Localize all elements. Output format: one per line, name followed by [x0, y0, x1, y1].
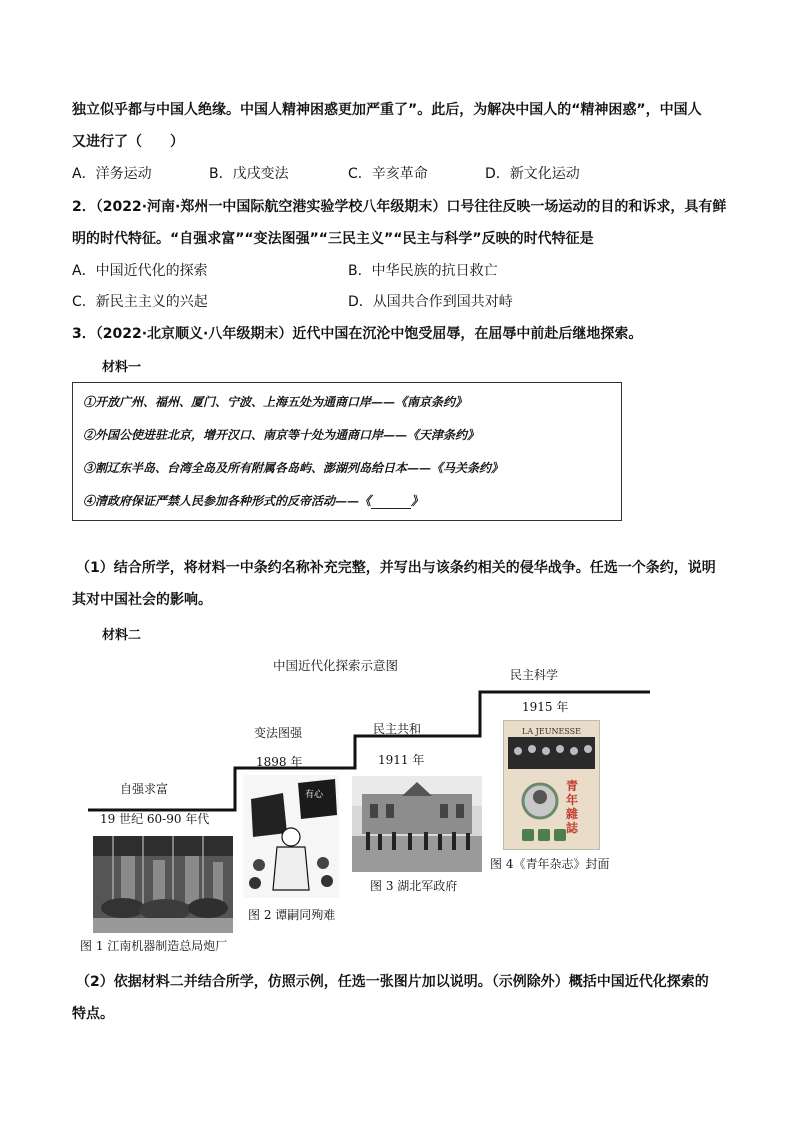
material1-label: 材料一	[102, 360, 142, 375]
stage1-period: 19 世纪 60-90 年代	[100, 812, 210, 826]
fig2-banner-glyphs: 有心	[305, 790, 324, 800]
stage4-period: 1915 年	[522, 700, 569, 714]
q3-sub2-line2: 特点。	[72, 1006, 114, 1022]
stage2-period: 1898 年	[256, 755, 303, 769]
fig4-caption: 图 4《青年杂志》封面	[490, 857, 610, 871]
q2-option-c: C．新民主主义的兴起	[72, 294, 208, 310]
fig1-caption: 图 1 江南机器制造总局炮厂	[80, 939, 228, 953]
fig4-cover-top: LA JEUNESSE	[522, 727, 581, 736]
q1-option-a: A．洋务运动	[72, 166, 152, 182]
q3-stem: 3．（2022·北京顺义·八年级期末）近代中国在沉沦中饱受屈辱，在屈辱中前赴后继地探索。	[72, 326, 643, 342]
material1-item-2: ②外国公使进驻北京，增开汉口、南京等十处为通商口岸——《天津条约》	[83, 428, 480, 442]
material1-item-4	[83, 492, 423, 509]
q2-option-b: B．中华民族的抗日救亡	[348, 263, 498, 279]
q3-sub2-line1: （2）依据材料二并结合所学，仿照示例，任选一张图片加以说明。（示例除外）概括中国近代化探索的	[76, 974, 709, 990]
fig2-tan-sitong-illustration	[243, 775, 339, 898]
q1-option-d: D．新文化运动	[485, 166, 580, 182]
stage1-slogan: 自强求富	[120, 782, 169, 796]
material1-item-1: ①开放广州、福州、厦门、宁波、上海五处为通商口岸——《南京条约》	[83, 395, 468, 409]
stage2-slogan: 变法图强	[254, 726, 303, 740]
q3-sub1-line1: （1）结合所学，将材料一中条约名称补充完整，并写出与该条约相关的侵华战争。任选一个条约，说明	[76, 560, 716, 576]
fig4-magazine-cover	[503, 720, 600, 850]
material1-box	[72, 382, 622, 521]
fig3-caption: 图 3 湖北军政府	[370, 879, 458, 893]
material1-item-4-text: ④清政府保证严禁人民参加各种形式的反帝活动——《	[83, 494, 372, 508]
material1-item-3: ③割辽东半岛、台湾全岛及所有附属各岛屿、澎湖列岛给日本——《马关条约》	[83, 461, 504, 475]
q2-option-a: A．中国近代化的探索	[72, 263, 208, 279]
answer-blank	[371, 495, 411, 509]
fig3-military-government-photo	[352, 776, 482, 872]
material2-label: 材料二	[102, 628, 142, 643]
stage4-slogan: 民主科学	[510, 668, 559, 682]
q1-option-c: C．辛亥革命	[348, 166, 428, 182]
fig2-caption: 图 2 谭嗣同殉难	[248, 908, 336, 922]
stage3-period: 1911 年	[378, 753, 425, 767]
material1-item-4-close: 》	[411, 494, 424, 508]
q3-sub1-line2: 其对中国社会的影响。	[72, 592, 212, 608]
q2-stem-line2: 明的时代特征。“自强求富”“变法图强”“三民主义”“民主与科学”反映的时代特征是	[72, 231, 594, 247]
fig1-factory-photo	[93, 836, 233, 933]
q1-option-b: B．戊戌变法	[209, 166, 289, 182]
q2-stem-line1: 2．（2022·河南·郑州一中国际航空港实验学校八年级期末）口号往往反映一场运动的目的和诉求，具有鲜	[72, 199, 727, 215]
q1-stem-line1: 独立似乎都与中国人绝缘。中国人精神困惑更加严重了”。此后，为解决中国人的“精神困惑”，中国人	[72, 102, 702, 118]
q2-option-d: D．从国共合作到国共对峙	[348, 294, 513, 310]
diagram-title: 中国近代化探索示意图	[273, 658, 399, 673]
stage3-slogan: 民主共和	[373, 722, 422, 736]
fig4-cover-title: 青年雜誌	[566, 779, 579, 835]
q1-stem-line2: 又进行了（ ）	[72, 134, 184, 150]
